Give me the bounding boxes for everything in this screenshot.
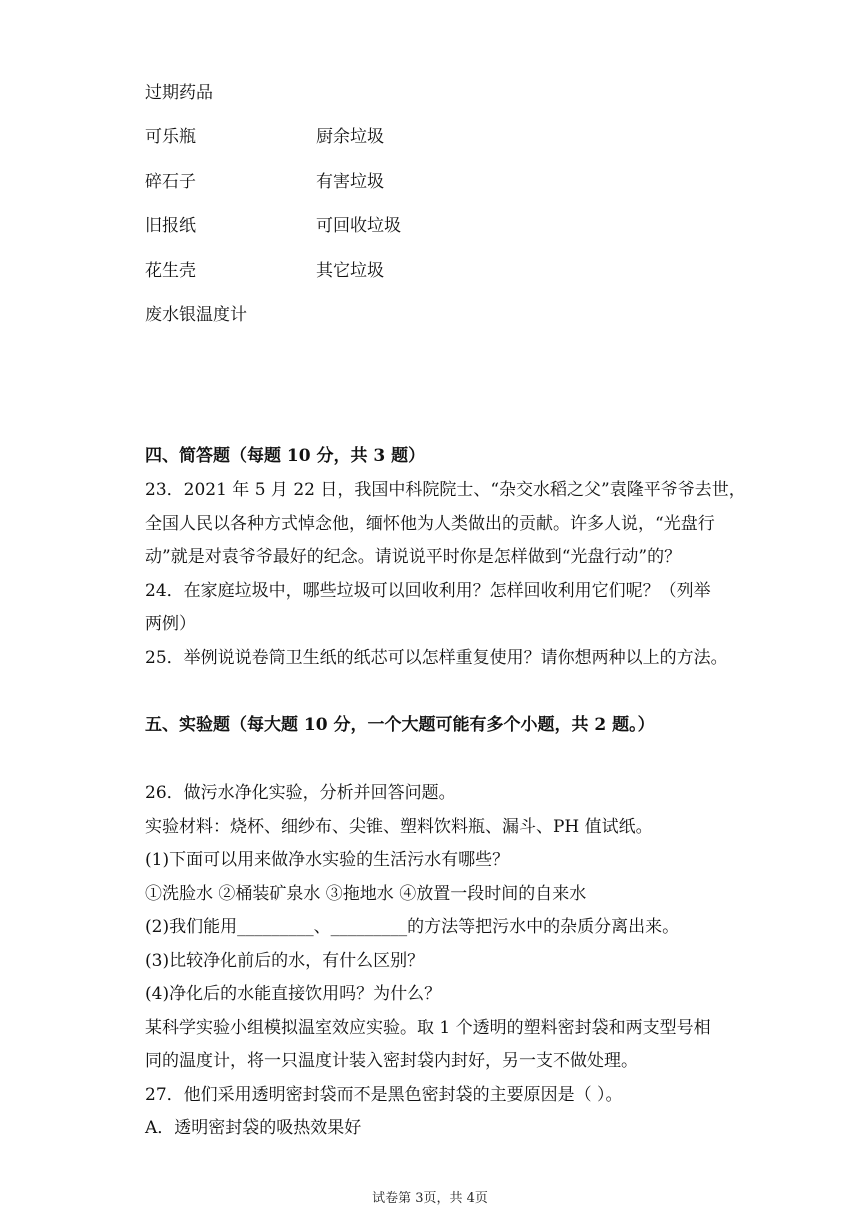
- matching-left-item: 废水银温度计: [145, 305, 247, 325]
- matching-right-item: 其它垃圾: [316, 261, 384, 281]
- section-heading: 五、实验题（每大题 10 分，一个大题可能有多个小题，共 2 题。）: [145, 715, 655, 735]
- matching-right-item: 可回收垃圾: [316, 216, 401, 236]
- question-24-line: 两例）: [145, 614, 196, 634]
- matching-right-item: 有害垃圾: [316, 172, 384, 192]
- question-26-title: 26．做污水净化实验，分析并回答问题。: [145, 783, 456, 803]
- question-26-sub4: (4)净化后的水能直接饮用吗？为什么？: [145, 984, 442, 1004]
- question-24-line: 24．在家庭垃圾中，哪些垃圾可以回收利用？怎样回收利用它们呢？（列举: [145, 581, 711, 601]
- matching-left-item: 花生壳: [145, 261, 196, 281]
- matching-left-item: 可乐瓶: [145, 127, 196, 147]
- experiment-intro-line: 某科学实验小组模拟温室效应实验。取 1 个透明的塑料密封袋和两支型号相: [145, 1018, 711, 1038]
- question-25: 25．举例说说卷筒卫生纸的纸芯可以怎样重复使用？请你想两种以上的方法。: [145, 648, 728, 668]
- question-26-materials: 实验材料：烧杯、细纱布、尖锥、塑料饮料瓶、漏斗、PH 值试纸。: [145, 817, 653, 837]
- question-23-line: 全国人民以各种方式悼念他，缅怀他为人类做出的贡献。许多人说，“光盘行: [145, 514, 715, 534]
- matching-left-item: 过期药品: [145, 83, 213, 103]
- question-26-sub2: (2)我们能用_________、_________的方法等把污水中的杂质分离出来。: [145, 917, 680, 937]
- page-footer: 试卷第 3页，共 4页: [372, 1191, 488, 1206]
- experiment-intro-line: 同的温度计，将一只温度计装入密封袋内封好，另一支不做处理。: [145, 1051, 638, 1071]
- section-heading: 四、简答题（每题 10 分，共 3 题）: [145, 446, 426, 466]
- question-23-line: 动”就是对袁爷爷最好的纪念。请说说平时你是怎样做到“光盘行动”的？: [145, 547, 682, 567]
- question-23-line: 23．2021 年 5 月 22 日，我国中科院院士、“杂交水稻之父”袁隆平爷爷去世，: [145, 480, 746, 500]
- matching-left-item: 旧报纸: [145, 216, 196, 236]
- matching-right-item: 厨余垃圾: [316, 127, 384, 147]
- question-26-sub1: (1)下面可以用来做净水实验的生活污水有哪些？: [145, 850, 510, 870]
- question-26-options: ①洗脸水 ②桶装矿泉水 ③拖地水 ④放置一段时间的自来水: [145, 884, 587, 904]
- matching-left-item: 碎石子: [145, 172, 196, 192]
- question-27-option-a: A．透明密封袋的吸热效果好: [145, 1118, 362, 1138]
- question-26-sub3: (3)比较净化前后的水，有什么区别？: [145, 951, 425, 971]
- question-27-stem: 27．他们采用透明密封袋而不是黑色密封袋的主要原因是（ ）。: [145, 1085, 623, 1105]
